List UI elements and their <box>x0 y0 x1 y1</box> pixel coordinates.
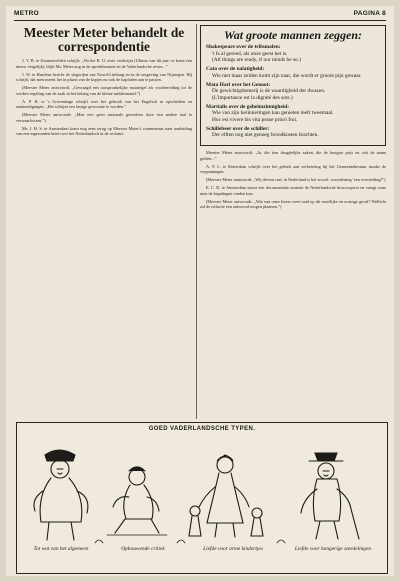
article-paragraph: (Meester Meter antwoordt: „Wij derven taal, in Nederland is het woord ‚verordening’ een overtreding!”) <box>206 177 386 183</box>
quotes-box <box>200 25 386 146</box>
page-header <box>14 10 386 20</box>
column-divider <box>196 24 197 419</box>
article-paragraph: J. V. B. te Zwanenvelden schrijft: „Nu het B. O. eiste verdwijnt (Ultimo van dit jaar: er komt een nieuw vergelijk), blijft Mr. Meter nog in de spreekbeurten en de Vaderlandsche revue...” <box>16 58 192 69</box>
quotes-title: Wat groote mannen zeggen: <box>223 28 363 42</box>
article-paragraph: E. C. D. te Amsterdam stuurt een documentatie omtrent de Nederlandsche bioscoopwet en vraagt waar men de bepalingen vinden kan. <box>200 185 386 196</box>
masthead: METRO <box>14 10 39 17</box>
cartoon-panel <box>16 422 388 574</box>
cartoon-figure-4 <box>301 453 359 539</box>
newspaper-page <box>6 6 394 576</box>
right-column <box>200 24 386 212</box>
quote-stanza <box>206 104 380 124</box>
quote-line: Hoc est vivere bis vita posse priori frui. <box>212 117 298 124</box>
quote-head: Cato over de nalatigheid: <box>206 66 265 73</box>
quote-line: (All things are ready, if our minds be so.) <box>212 57 301 64</box>
cartoon-figure-1 <box>34 450 88 540</box>
cartoon-drawing <box>17 435 387 547</box>
quote-stanza <box>206 82 380 102</box>
page-number: PAGINA 8 <box>353 10 386 17</box>
article-title: Meester Meter behandelt de correspondentie <box>23 25 185 54</box>
cartoon-caption: Liefde voor hongerige steedelingen <box>294 546 372 552</box>
article-paragraph: J. W. te Haarlem bericht de slagerijen van Noord-Limburg en in de omgeving van Nijmegen. Hij schrijft, dat men meent het in plaats van de kopjes nu ook de kapitalen aan te passen. <box>16 71 192 82</box>
quote-head: Shakespeare over de tribunalen: <box>206 44 281 50</box>
quote-head: Schillebeer over de schiller: <box>206 125 270 132</box>
quote-line: Wie niet maar zelden komt zijn naar, die wordt er groote pijn gewaar. <box>212 72 362 79</box>
cartoon-figure-3 <box>189 455 263 537</box>
cartoon-caption: Liefde voor arme kindertjes <box>203 546 263 552</box>
article-paragraph: Meester Meter antwoordt: „Ja, die tien deugdelijke zaken, die de hoogste prijs en ook de naam gelden...” <box>200 150 386 161</box>
quote-line: Der elften nog niet genoeg broodkosten brachten. <box>212 132 319 139</box>
quote-head: Martialis over de geheimzinnigheid: <box>206 103 289 110</box>
quotes-list <box>206 44 380 139</box>
cartoon-caption: Opbouwende critiek <box>121 546 165 552</box>
article-paragraph: A. P. H. te 's Gravenhage schrijft over het gebruik van het Engelsch in opschriften en aankondigingen: „Het schrijnt een lastige gewoonte te worden.” <box>16 98 192 109</box>
quote-line: (L'importance est la dignité des sots.) <box>212 94 293 101</box>
article-paragraph: A. P. L. te Rotterdam schrijft over het gebrek aan verbetering bij het Gemeentebestuur inzake de vergunningen. <box>200 163 386 175</box>
cartoon-caption: Tot wat van het algemeen <box>33 546 89 552</box>
cartoon-title: GOED VADERLANDSCHE TYPEN. <box>148 426 256 432</box>
article-paragraph: (Meester Meter antwoordt: „Wie van onze lezers weet raad op dit moeilijke en ernstige geval? Wellicht zal de redactie een antwoord mogen plaatsen.”) <box>200 198 386 210</box>
article-body <box>16 58 192 137</box>
article-paragraph: (Meester Meter antwoordt: „Gevraagd een oorspronkelijke maatregel als voorbereiding tot de verdere regeling van de zaak in het belang van de kleine middenstand.”) <box>16 85 192 96</box>
article-paragraph: (Meester Meter antwoordt: „Men eert geen nationale gevoelens door een andere taal te verwaarloozen.”) <box>16 112 192 123</box>
quote-stanza <box>206 66 380 79</box>
cartoon-figure-2 <box>107 467 167 535</box>
header-rule <box>14 20 386 21</box>
quote-line: Wie van zijn herinneringen kan genieten leeft tweemaal. <box>212 110 334 117</box>
quote-head: Mata Hari over het Genoot: <box>206 81 271 88</box>
article-paragraph: Mr. J. H. S. te Amsterdam komt nog eens terug op Meester Meter's commentaar naar aanleiding van een ingezonden brief over het Nederlandsch in de reclame. <box>16 125 192 136</box>
quote-stanza <box>206 126 380 139</box>
quote-stanza <box>206 44 380 64</box>
quote-line: De gewichtigdoenerij is de waardigheid der dwazen. <box>212 88 326 95</box>
left-article <box>16 24 192 139</box>
right-article-body <box>200 150 386 210</box>
quote-line: 't Is al gereed, als onze geest het is. <box>212 50 288 57</box>
